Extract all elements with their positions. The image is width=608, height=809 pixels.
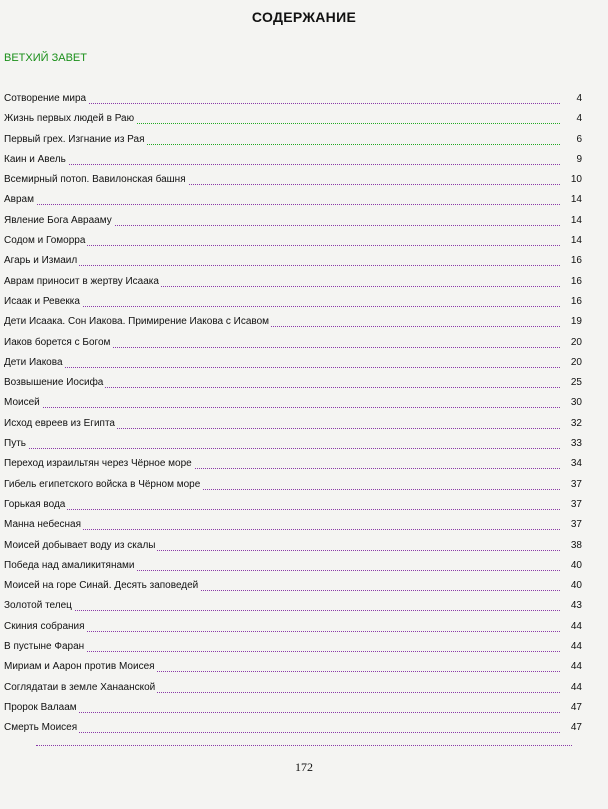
toc-entry [4, 496, 582, 516]
dot-leader [4, 448, 560, 449]
toc-entry-page: 20 [570, 336, 582, 348]
dot-leader [4, 509, 560, 510]
toc-entry-title: Агарь и Измаил [4, 255, 78, 267]
toc-entry-title: Скиния собрания [4, 620, 85, 632]
toc-entry [4, 191, 582, 211]
toc-entry [4, 90, 582, 110]
toc-entry-title: Дети Иакова [4, 356, 63, 368]
toc-entry [4, 293, 582, 313]
dot-leader [4, 610, 560, 611]
toc-entry-page: 33 [570, 438, 582, 450]
toc-entry-title: Переход израильтян через Чёрное море [4, 458, 192, 470]
toc-entry [4, 334, 582, 354]
toc-entry [4, 232, 582, 252]
toc-entry-title: Содом и Гоморра [4, 235, 86, 247]
toc-entry-title: Путь [4, 438, 26, 450]
page-title: СОДЕРЖАНИЕ [251, 9, 357, 25]
toc-entry [4, 577, 582, 597]
dot-leader [4, 732, 560, 733]
dot-leader [4, 204, 560, 205]
toc-entry [4, 699, 582, 719]
dot-leader [4, 164, 560, 165]
toc-entry-page: 37 [570, 519, 582, 531]
toc-entry-page: 47 [570, 722, 582, 734]
toc-entry [4, 131, 582, 151]
toc-entry-page: 32 [570, 417, 582, 429]
toc-entry-page: 14 [570, 194, 582, 206]
toc-entry-title: Манна небесная [4, 519, 82, 531]
toc-entry [4, 374, 582, 394]
footer-rule [36, 745, 572, 746]
toc-entry-page: 30 [570, 397, 582, 409]
toc-entry-page: 44 [570, 620, 582, 632]
toc-entry-title: Победа над амаликитянами [4, 559, 135, 571]
toc-entry-title: Пророк Валаам [4, 701, 77, 713]
toc-entry-title: Явление Бога Аврааму [4, 214, 112, 226]
toc-entry [4, 557, 582, 577]
section-title: ВЕТХИЙ ЗАВЕТ [4, 52, 87, 64]
dot-leader [4, 529, 560, 530]
toc-entry-page: 34 [570, 458, 582, 470]
toc-entry-title: Иаков борется с Богом [4, 336, 111, 348]
toc-entry-page: 25 [570, 377, 582, 389]
toc-entry [4, 719, 582, 739]
toc-entry-page: 14 [570, 214, 582, 226]
toc-entry-title: Жизнь первых людей в Раю [4, 113, 135, 125]
toc-entry [4, 638, 582, 658]
toc-entry-page: 40 [570, 559, 582, 571]
toc-entry [4, 597, 582, 617]
toc-entry [4, 476, 582, 496]
toc-entry [4, 171, 582, 191]
toc-entry-title: Дети Исаака. Сон Иакова. Примирение Иакова с Исавом [4, 316, 270, 328]
toc-entry-page: 16 [570, 295, 582, 307]
toc-entry-title: Гибель египетского войска в Чёрном море [4, 478, 201, 490]
dot-leader [4, 712, 560, 713]
toc-entry [4, 455, 582, 475]
toc-entry-page: 44 [570, 661, 582, 673]
toc-entry-title: Моисей [4, 397, 40, 409]
toc-entry-title: В пустыне Фаран [4, 641, 85, 653]
toc-entry-page: 43 [570, 600, 582, 612]
toc-entry-page: 38 [570, 539, 582, 551]
toc-entry-title: Аврам [4, 194, 34, 206]
toc-entry-page: 37 [570, 478, 582, 490]
toc-entry [4, 394, 582, 414]
toc-entry-title: Золотой телец [4, 600, 72, 612]
dot-leader [4, 651, 560, 652]
toc-entry [4, 151, 582, 171]
toc-entry-page: 44 [570, 681, 582, 693]
toc-entry [4, 252, 582, 272]
toc-entry [4, 273, 582, 293]
dot-leader [4, 631, 560, 632]
dot-leader [4, 367, 560, 368]
toc-entry-page: 40 [570, 580, 582, 592]
toc-entry-page: 47 [570, 701, 582, 713]
toc-entry-title: Первый грех. Изгнание из Рая [4, 133, 145, 145]
dot-leader [4, 407, 560, 408]
toc-entry-title: Горькая вода [4, 498, 66, 510]
toc-entry-page: 10 [570, 174, 582, 186]
toc-entry-page: 37 [570, 498, 582, 510]
toc-entry-page: 14 [570, 235, 582, 247]
toc-entry-page: 20 [570, 356, 582, 368]
toc-entry-page: 4 [576, 93, 582, 104]
toc-entry [4, 354, 582, 374]
toc-entry-title: Аврам приносит в жертву Исаака [4, 275, 159, 287]
toc-entry-title: Исаак и Ревекка [4, 295, 80, 307]
toc-entry-title: Моисей на горе Синай. Десять заповедей [4, 580, 199, 592]
toc-entry [4, 658, 582, 678]
toc-entry-title: Смерть Моисея [4, 722, 78, 734]
toc-entry-page: 19 [570, 316, 582, 328]
toc-entry-title: Моисей добывает воду из скалы [4, 539, 156, 551]
toc-entry-title: Мириам и Аарон против Моисея [4, 661, 155, 673]
toc-entry-page: 16 [570, 275, 582, 287]
toc-entry [4, 537, 582, 557]
dot-leader [4, 265, 560, 266]
dot-leader [4, 306, 560, 307]
toc-entry [4, 618, 582, 638]
toc-entry [4, 212, 582, 232]
toc-entry [4, 313, 582, 333]
toc-entry-page: 9 [576, 153, 582, 165]
toc-entry-page: 44 [570, 641, 582, 653]
toc-entry [4, 110, 582, 130]
toc-entry-page: 6 [576, 133, 582, 145]
toc-entry [4, 435, 582, 455]
toc-entry-title: Исход евреев из Египта [4, 417, 115, 429]
toc-entry-page: 4 [576, 113, 582, 125]
toc-entry-page: 16 [570, 255, 582, 267]
page-number: 172 [295, 760, 313, 774]
toc-entry-title: Сотворение мира [4, 93, 87, 104]
toc-entry-title: Каин и Авель [4, 153, 66, 165]
toc-entry-title: Возвышение Иосифа [4, 377, 104, 389]
toc-entry [4, 516, 582, 536]
toc-entry [4, 415, 582, 435]
toc-entry [4, 679, 582, 699]
toc-list [4, 90, 582, 740]
toc-entry-title: Соглядатаи в земле Ханаанской [4, 681, 156, 693]
toc-entry-title: Всемирный потоп. Вавилонская башня [4, 174, 186, 186]
